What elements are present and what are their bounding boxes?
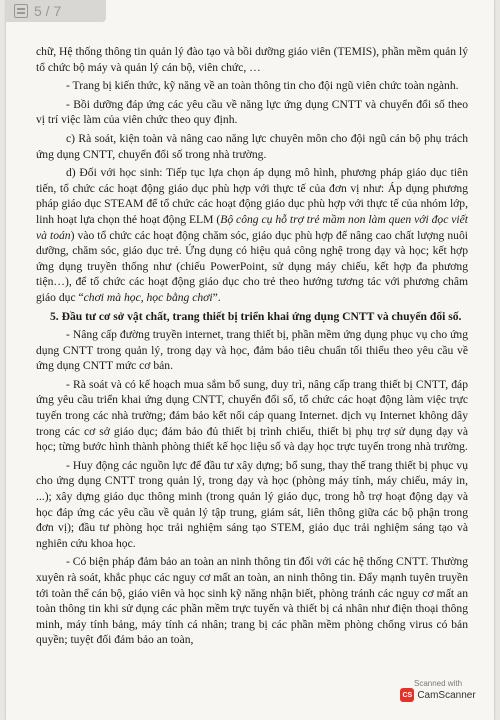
paragraph: - Trang bị kiến thức, kỹ năng về an toàn thông tin cho đội ngũ viên chức toàn ngành. — [66, 79, 459, 93]
page-icon — [14, 4, 28, 18]
section-heading: 5. Đầu tư cơ sở vật chất, trang thiết bị triển khai ứng dụng CNTT và chuyển đổi số. — [50, 309, 462, 323]
paragraph-students — [36, 165, 468, 305]
page-indicator: 5 / 7 — [34, 3, 62, 19]
paragraph: - Huy động các nguồn lực để đầu tư xây dựng; bổ sung, thay thế trang thiết bị phục vụ cho ứng dụng CNTT trong quản lý, trong dạy và học (phòng máy tính, máy chiếu, máy in, ...); xây dựng giáo dục thông minh (trong quản lý giáo dục, trong hỗ trợ hoạt động dạy và học đáp ứng các yêu cầu về quản lý tập trung, giám sát, liên thông giữa các bộ phận trong đơn vị); đầu tư phòng học trải nghiệm sáng tạo STEM, giáo dục trải nghiệm sáng tạo và nghiên cứu khoa học. — [36, 458, 468, 550]
document-page — [6, 0, 494, 720]
paragraph: - Rà soát và có kế hoạch mua sắm bổ sung, duy trì, nâng cấp trang thiết bị CNTT, đáp ứng yêu cầu triển khai ứng dụng CNTT, chuyển đổi số, tổ chức các hoạt động làm việc trực tuyến trong các nhà trường; đảm bảo kết nối cáp quang Internet. dịch vụ Internet không dây trong các cơ sở giáo dục; đảm bảo đủ thiết bị trình chiếu, thiết bị phụ trợ sử dụng dạy và học; từng bước hình thành phòng thiết kế học liệu số và dạy học trực tuyến trong nhà trường. — [36, 377, 468, 454]
scanner-caption: Scanned with — [413, 679, 463, 688]
paragraph: c) Rà soát, kiện toàn và nâng cao năng lực chuyên môn cho đội ngũ cán bộ phụ trách ứng dụng CNTT, chuyển đổi số trong nhà trường. — [36, 131, 468, 161]
paragraph: - Bồi dưỡng đáp ứng các yêu cầu về năng lực ứng dụng CNTT và chuyển đổi số theo vị trí việc làm của viên chức theo quy định. — [36, 97, 468, 127]
text-run: ”. — [212, 290, 221, 304]
text-run: ) vào tổ chức các hoạt động chăm sóc, giáo dục phù hợp để nâng cao chất lượng nuôi dưỡng, chăm sóc, giáo dục trẻ. Ứng dụng có hiệu quả công nghệ trong dạy và học; kết hợp ứng dụng truyền thống như (chiếu PowerPoint, sử dụng máy chiếu, kết hợp đa phương tiện…), để tổ chức các hoạt động giáo dục cho trẻ theo hướng tương tác với phương châm giáo dục “ — [36, 228, 469, 304]
document-body — [36, 44, 468, 651]
italic-run: chơi mà học, học bằng chơi — [83, 290, 213, 304]
paragraph: - Nâng cấp đường truyền internet, trang thiết bị, phần mềm ứng dụng phục vụ cho ứng dụng CNTT trong quản lý, trong dạy và học, đảm bảo tiêu chuẩn tối thiểu theo yêu cầu về ứng dụng CNTT mức cơ bản. — [36, 328, 468, 373]
page-indicator-bar — [6, 0, 106, 22]
text-run: d) Đối với học sinh: Tiếp tục lựa chọn áp dụng mô hình, phương pháp giáo dục tiên tiến, tổ chức các hoạt động giáo dục phù hợp với thực tế của đơn vị như: Áp dụng phương pháp giáo dục STEAM để tổ chức các hoạt động giáo dục phù hợp với thực tế của nhóm lớp, linh hoạt lựa chọn thẻ hoạt động ELM ( — [36, 166, 468, 226]
italic-run: Bộ công cụ hỗ trợ trẻ mầm non làm quen với đọc viết và toán — [36, 212, 468, 242]
camscanner-logo-icon: CS — [400, 688, 414, 702]
paragraph: - Có biện pháp đảm bảo an toàn an ninh thông tin đối với các hệ thống CNTT. Thường xuyên rà soát, khắc phục các nguy cơ mất an toàn, an ninh thông tin. Đẩy mạnh tuyên truyền tới toàn thể cán bộ, giáo viên và học sinh kỹ năng nhận biết, phòng tránh các nguy cơ mất an toàn thông tin khi sử dụng các phần mềm trực tuyến và thiết bị cá nhân như điện thoại thông minh, máy tính bảng, máy tính cá nhân; trang bị các phần mềm phòng chống virus có bản quyền; tuyệt đối đảm bảo an toàn, — [36, 555, 468, 647]
scanner-brand — [396, 688, 480, 702]
scanner-brand-name: CamScanner — [417, 689, 476, 701]
paragraph: chữ, Hệ thống thông tin quản lý đào tạo và bồi dưỡng giáo viên (TEMIS), phần mềm quản lý tổ chức bộ máy và quản lý cán bộ, viên chức, … — [36, 45, 468, 74]
camscanner-watermark — [396, 679, 480, 702]
